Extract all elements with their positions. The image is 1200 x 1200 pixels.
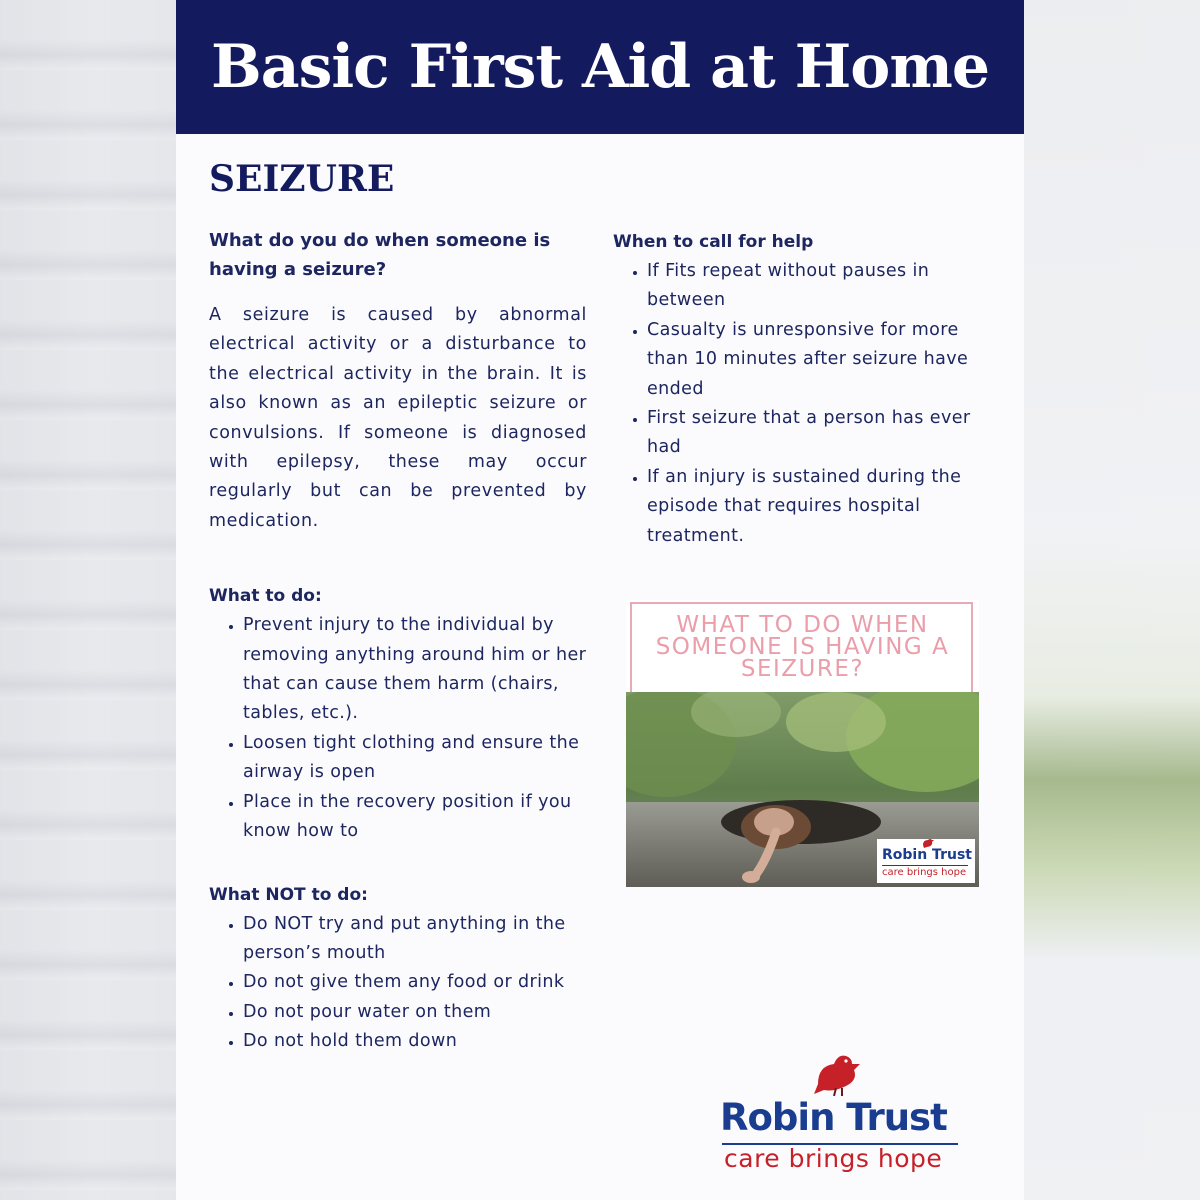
- promo-logo-name: Robin Trust: [882, 847, 972, 863]
- list-item: • Prevent injury to the individual by removing anything around him or her that can cause them harm (chairs, tables, etc.).: [243, 611, 587, 729]
- list-item: • If Fits repeat without pauses in between: [647, 257, 993, 316]
- banner-title: Basic First Aid at Home: [210, 32, 989, 102]
- left-column: [209, 226, 587, 1057]
- background-left: [0, 0, 176, 1200]
- list-item: • If an injury is sustained during the episode that requires hospital treatment.: [647, 463, 993, 551]
- list-item: • Do not hold them down: [243, 1027, 587, 1056]
- list-item: • Casualty is unresponsive for more than 10 minutes after seizure have ended: [647, 316, 993, 404]
- list-item: • Place in the recovery position if you know how to: [243, 788, 587, 847]
- intro-paragraph: A seizure is caused by abnormal electrical activity or a disturbance to the electrical activity in the brain. It is also known as an epileptic seizure or convulsions. If someone is diagnosed with epilepsy, these may occur regularly but can be prevented by medication.: [209, 305, 587, 531]
- what-to-do-list: [209, 611, 587, 846]
- right-column: [613, 228, 993, 551]
- flyer-page: [176, 0, 1024, 1200]
- list-item: • First seizure that a person has ever had: [647, 404, 993, 463]
- what-not-to-do-heading: What NOT to do:: [209, 884, 368, 905]
- promo-image: [626, 600, 979, 887]
- logo-tagline: care brings hope: [724, 1144, 943, 1173]
- logo-name: Robin Trust: [720, 1096, 947, 1139]
- promo-logo: [877, 839, 975, 883]
- robin-bird-icon: [812, 1050, 868, 1096]
- what-not-to-do-list: [209, 910, 587, 1057]
- background-right: [1024, 0, 1200, 1200]
- list-item: • Loosen tight clothing and ensure the airway is open: [243, 729, 587, 788]
- what-to-do-heading: What to do:: [209, 586, 322, 607]
- robin-trust-logo: [702, 1050, 974, 1184]
- question-heading: What do you do when someone is having a seizure?: [209, 230, 551, 280]
- list-item: • Do not pour water on them: [243, 998, 587, 1027]
- call-help-heading: When to call for help: [613, 232, 814, 252]
- list-item: • Do NOT try and put anything in the person’s mouth: [243, 910, 587, 969]
- list-item: • Do not give them any food or drink: [243, 968, 587, 997]
- promo-title: WHAT TO DO WHEN SOMEONE IS HAVING A SEIZURE?: [655, 612, 950, 682]
- promo-logo-tagline: care brings hope: [882, 867, 967, 878]
- call-help-list: [613, 257, 993, 551]
- header-banner: [176, 0, 1024, 134]
- section-title: SEIZURE: [209, 158, 395, 200]
